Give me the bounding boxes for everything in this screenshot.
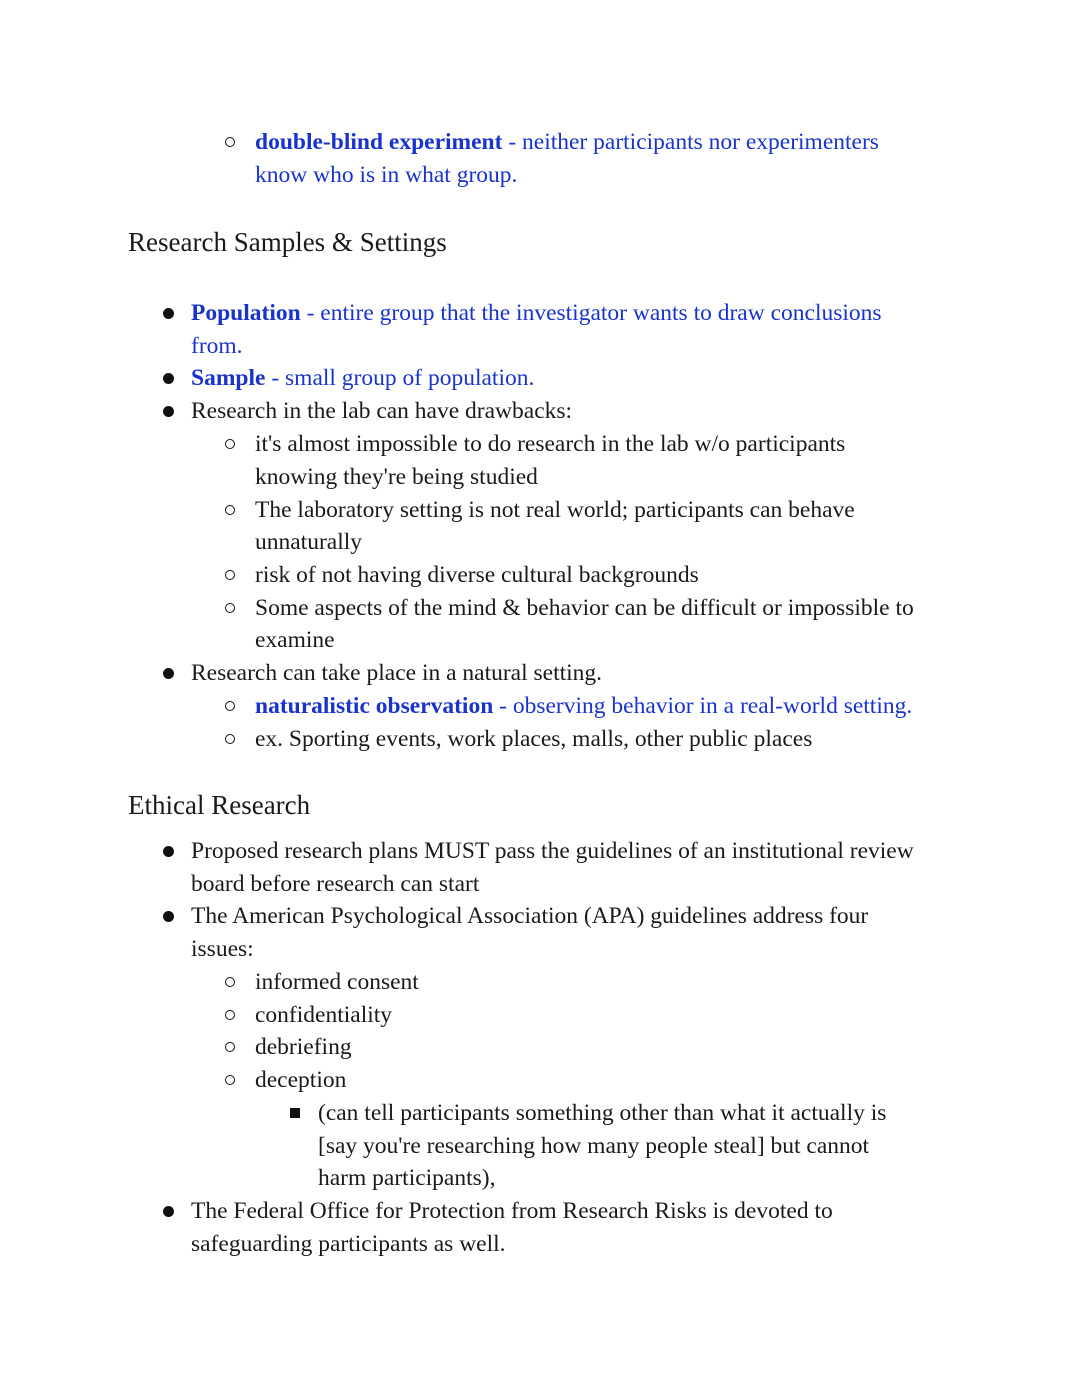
hollow-bullet-icon [225,1075,235,1085]
hollow-bullet-icon [225,439,235,449]
federal-line-1: The Federal Office for Protection from Research Risks is devoted to [191,1198,833,1224]
double-blind-term: double-blind experiment [255,129,503,155]
filled-bullet-icon [163,846,174,857]
square-bullet-icon [290,1108,300,1118]
lab-drawbacks-line: Research in the lab can have drawbacks: [191,398,573,424]
naturalistic-observation-term: naturalistic observation [255,693,494,719]
drawback-b-line-1: The laboratory setting is not real world; participants can behave [255,497,855,523]
filled-bullet-icon [163,373,174,384]
sample-line: Sample - small group of population. [191,365,535,391]
drawback-d-line-2: examine [255,627,335,653]
issue-informed-consent: informed consent [255,969,419,995]
hollow-bullet-icon [225,701,235,711]
drawback-c-line: risk of not having diverse cultural backgrounds [255,562,699,588]
natural-setting-line: Research can take place in a natural setting. [191,660,603,686]
hollow-bullet-icon [225,570,235,580]
hollow-bullet-icon [225,977,235,987]
hollow-bullet-icon [225,505,235,515]
irb-line-1: Proposed research plans MUST pass the guidelines of an institutional review [191,838,914,864]
population-term: Population [191,300,301,326]
example-line: ex. Sporting events, work places, malls, other public places [255,726,813,752]
population-line-2: from. [191,333,243,359]
drawback-b-line-2: unnaturally [255,529,363,555]
deception-note-line-1: (can tell participants something other than what it actually is [318,1100,887,1126]
hollow-bullet-icon [225,734,235,744]
issue-confidentiality: confidentiality [255,1002,393,1028]
section-heading-samples: Research Samples & Settings [128,227,447,257]
double-blind-line-1: double-blind experiment - neither participants nor experimenters [255,129,879,155]
apa-line-1: The American Psychological Association (APA) guidelines address four [191,903,869,929]
population-definition: entire group that the investigator wants to draw conclusions [320,300,882,326]
naturalistic-observation-line: naturalistic observation - observing behavior in a real-world setting. [255,693,913,719]
issue-debriefing: debriefing [255,1034,352,1060]
population-line-1: Population - entire group that the investigator wants to draw conclusions [191,300,882,326]
federal-line-2: safeguarding participants as well. [191,1231,506,1257]
filled-bullet-icon [163,911,174,922]
filled-bullet-icon [163,668,174,679]
filled-bullet-icon [163,406,174,417]
naturalistic-observation-definition: observing behavior in a real-world setting. [512,693,913,719]
hollow-bullet-icon [225,1010,235,1020]
deception-note-line-2: [say you're researching how many people steal] but cannot [318,1133,870,1159]
hollow-bullet-icon [225,137,235,147]
double-blind-definition: neither participants nor experimenters [522,129,879,155]
drawback-d-line-1: Some aspects of the mind & behavior can be difficult or impossible to [255,595,914,621]
hollow-bullet-icon [225,603,235,613]
section-heading-ethical: Ethical Research [128,790,311,820]
filled-bullet-icon [163,308,174,319]
issue-deception: deception [255,1067,347,1093]
irb-line-2: board before research can start [191,871,480,897]
apa-line-2: issues: [191,936,254,962]
sample-definition: small group of population. [285,365,535,391]
drawback-a-line-1: it's almost impossible to do research in the lab w/o participants [255,431,846,457]
double-blind-line-2: know who is in what group. [255,162,518,188]
deception-note-line-3: harm participants), [318,1165,496,1191]
drawback-a-line-2: knowing they're being studied [255,464,538,490]
filled-bullet-icon [163,1206,174,1217]
hollow-bullet-icon [225,1042,235,1052]
sample-term: Sample [191,365,266,391]
